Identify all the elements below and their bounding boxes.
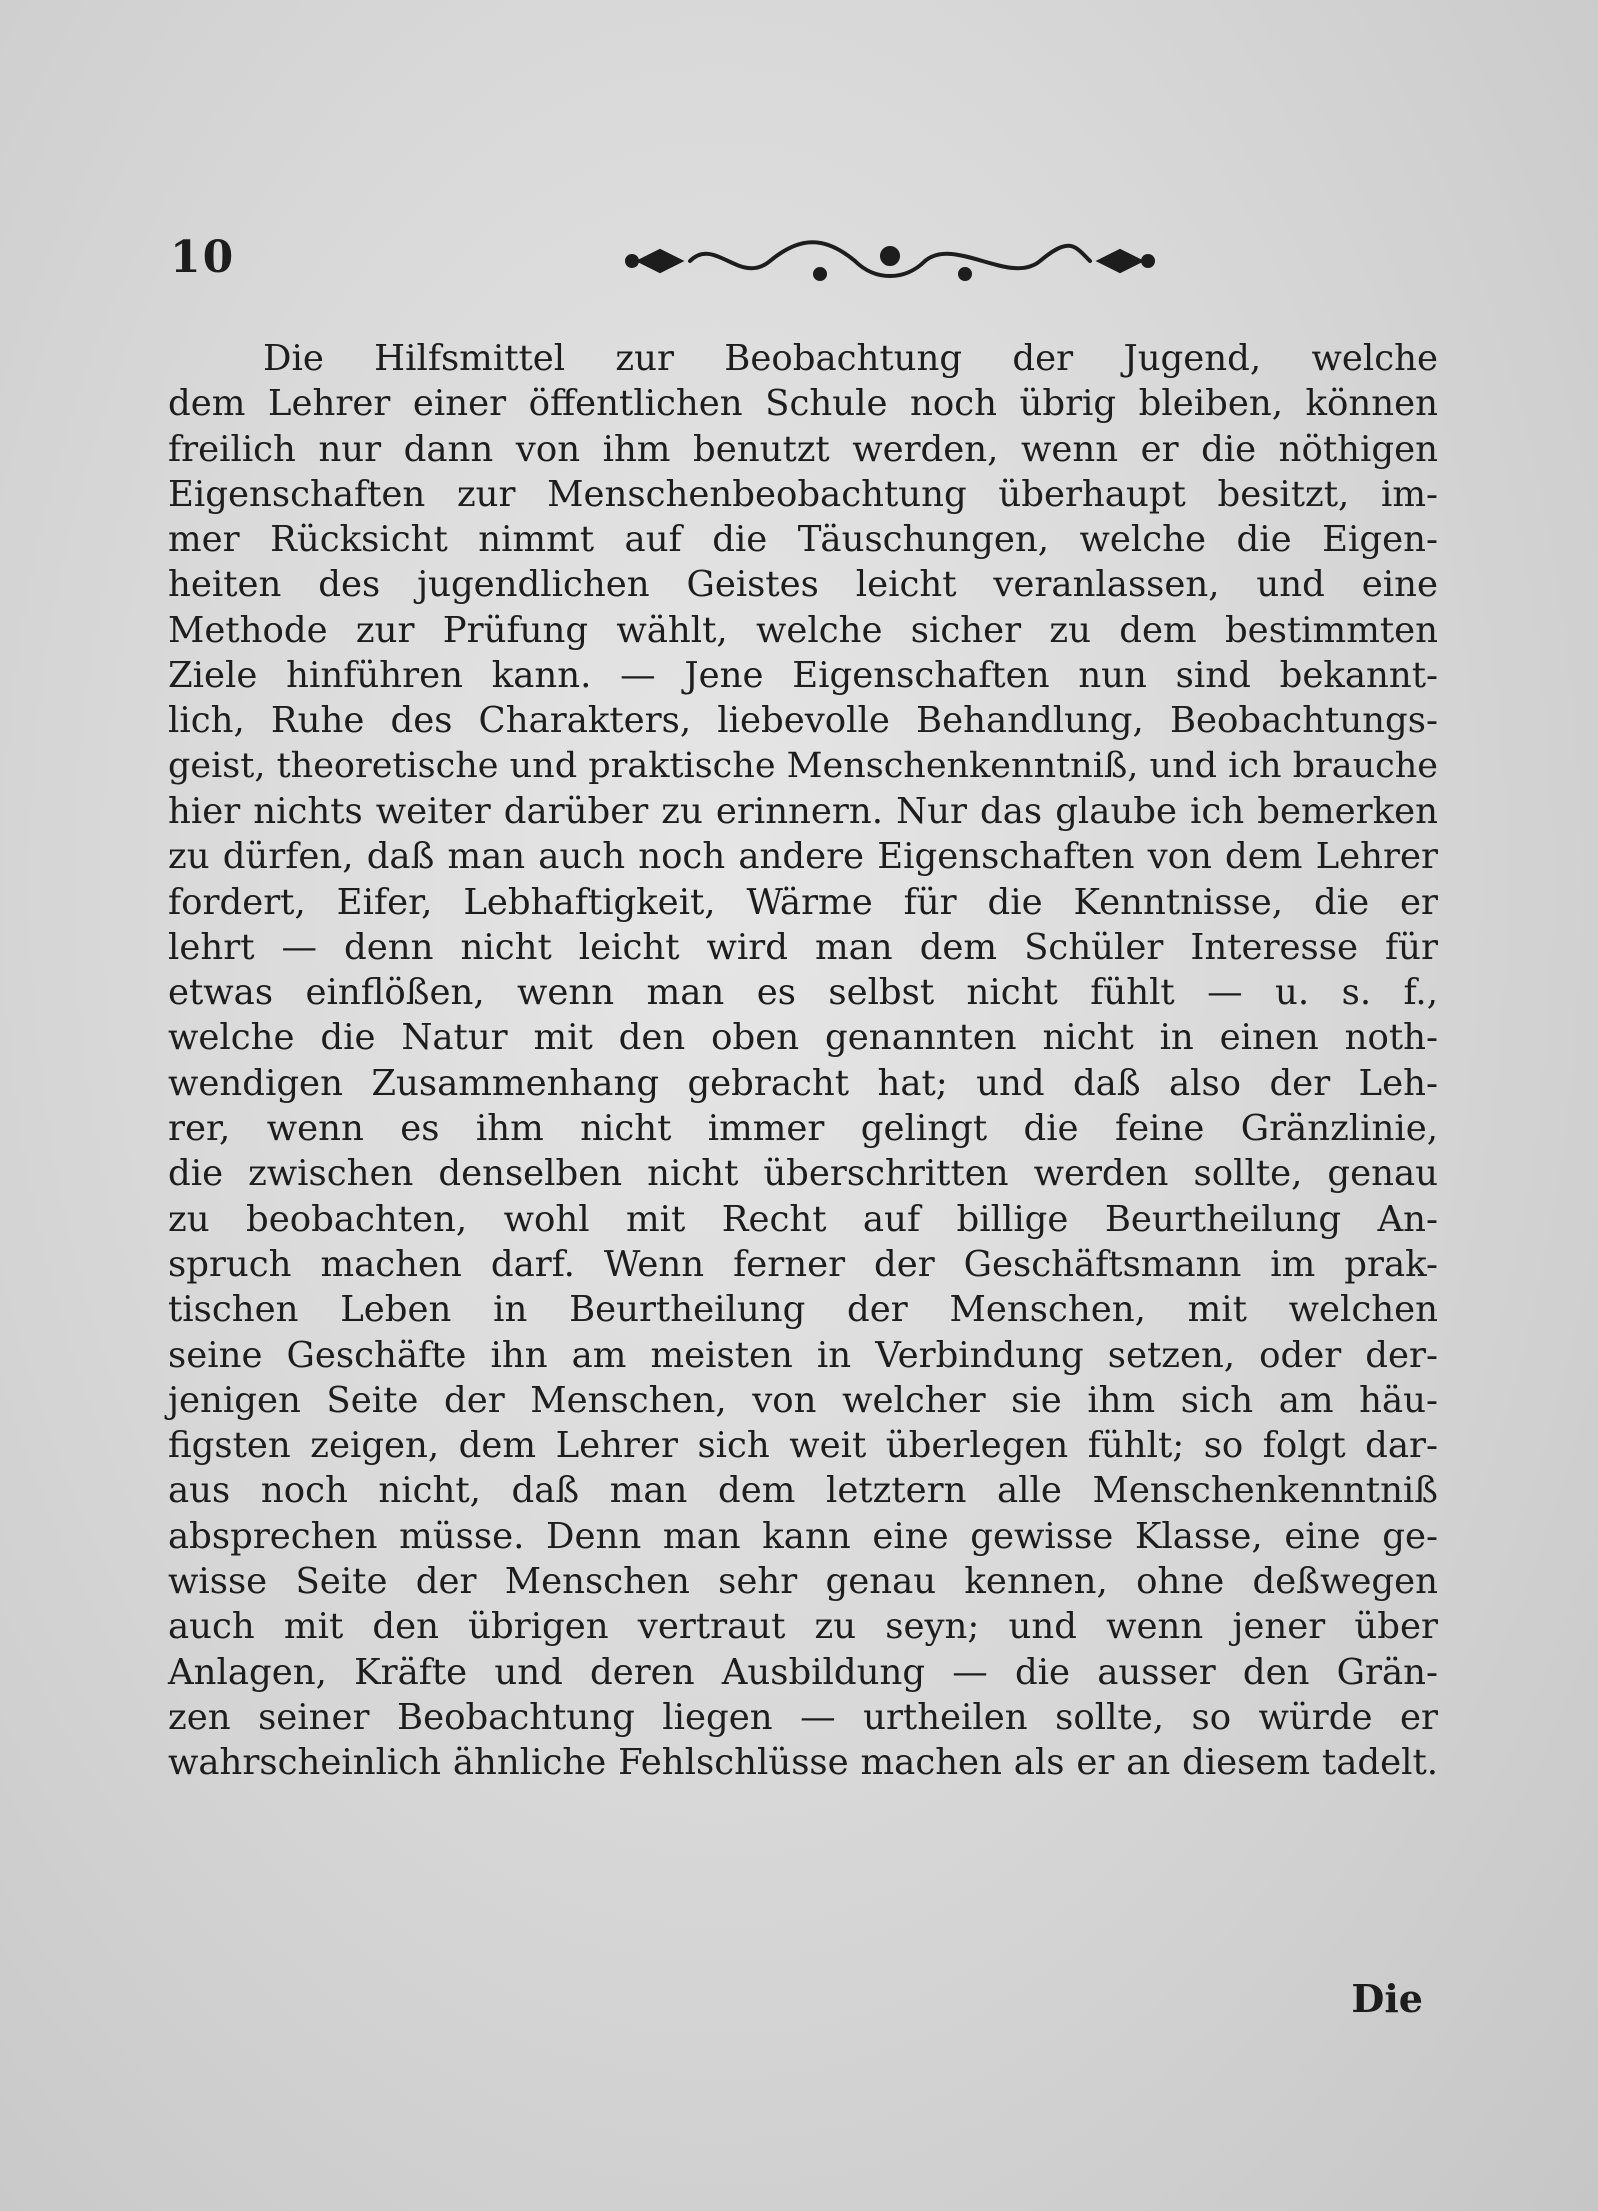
text-line: tischen Leben in Beurtheilung der Menschen, mit welchen	[168, 1289, 1438, 1331]
text-line: zu dürfen, daß man auch noch andere Eigenschaften von dem Lehrer	[168, 836, 1438, 878]
text-line: auch mit den übrigen vertraut zu seyn; und wenn jener über	[168, 1606, 1438, 1648]
text-line: etwas einflößen, wenn man es selbst nicht fühlt — u. s. f.,	[168, 972, 1438, 1014]
catchword: Die	[1351, 1976, 1423, 2021]
text-line: seine Geschäfte ihn am meisten in Verbindung setzen, oder der-	[168, 1334, 1438, 1376]
text-line: aus noch nicht, daß man dem letztern alle Menschenkenntniß	[168, 1470, 1438, 1512]
text-line: zen seiner Beobachtung liegen — urtheilen sollte, so würde er	[168, 1696, 1438, 1738]
body-paragraph	[168, 336, 1438, 1786]
text-line: absprechen müsse. Denn man kann eine gewisse Klasse, eine ge-	[168, 1515, 1438, 1557]
text-line: die zwischen denselben nicht überschritten werden sollte, genau	[168, 1153, 1438, 1195]
page-header	[160, 232, 1450, 302]
text-line: wendigen Zusammenhang gebracht hat; und daß also der Leh-	[168, 1062, 1438, 1104]
text-line: Methode zur Prüfung wählt, welche sicher zu dem bestimmten	[168, 609, 1438, 651]
page-number: 10	[170, 232, 236, 283]
text-line: lich, Ruhe des Charakters, liebevolle Behandlung, Beobachtungs-	[168, 700, 1438, 742]
text-line: Ziele hinführen kann. — Jene Eigenschaften nun sind bekannt-	[168, 655, 1438, 697]
text-line: spruch machen darf. Wenn ferner der Geschäftsmann im prak-	[168, 1243, 1438, 1285]
text-line: geist, theoretische und praktische Menschenkenntniß, und ich brauche	[168, 745, 1439, 786]
text-line: hier nichts weiter darüber zu erinnern. Nur das glaube ich bemerken	[168, 790, 1438, 832]
text-line: dem Lehrer einer öffentlichen Schule noch übrig bleiben, können	[168, 383, 1438, 425]
text-line: Eigenschaften zur Menschenbeobachtung überhaupt besitzt, im-	[168, 473, 1438, 515]
text-line: Die Hilfsmittel zur Beobachtung der Jugend, welche	[263, 338, 1438, 379]
text-line: zu beobachten, wohl mit Recht auf billige Beurtheilung An-	[168, 1198, 1438, 1240]
text-line: Anlagen, Kräfte und deren Ausbildung — die ausser den Grän-	[168, 1651, 1438, 1693]
text-line: figsten zeigen, dem Lehrer sich weit überlegen fühlt; so folgt dar-	[168, 1425, 1438, 1467]
text-line: lehrt — denn nicht leicht wird man dem Schüler Interesse für	[168, 926, 1438, 968]
text-line: wahrscheinlich ähnliche Fehlschlüsse machen als er an diesem tadelt.	[168, 1742, 1438, 1784]
text-line: mer Rücksicht nimmt auf die Täuschungen, welche die Eigen-	[168, 519, 1438, 561]
text-line: rer, wenn es ihm nicht immer gelingt die feine Gränzlinie,	[168, 1108, 1438, 1150]
text-line: jenigen Seite der Menschen, von welcher sie ihm sich am häu-	[168, 1379, 1438, 1421]
text-line: wisse Seite der Menschen sehr genau kennen, ohne deßwegen	[168, 1561, 1438, 1603]
text-line: welche die Natur mit den oben genannten nicht in einen noth-	[168, 1017, 1438, 1059]
text-line: freilich nur dann von ihm benutzt werden, wenn er die nöthigen	[168, 428, 1438, 470]
ornament-icon	[620, 226, 1160, 296]
text-line: fordert, Eifer, Lebhaftigkeit, Wärme für die Kenntnisse, die er	[168, 881, 1438, 923]
text-line: heiten des jugendlichen Geistes leicht veranlassen, und eine	[168, 564, 1438, 606]
